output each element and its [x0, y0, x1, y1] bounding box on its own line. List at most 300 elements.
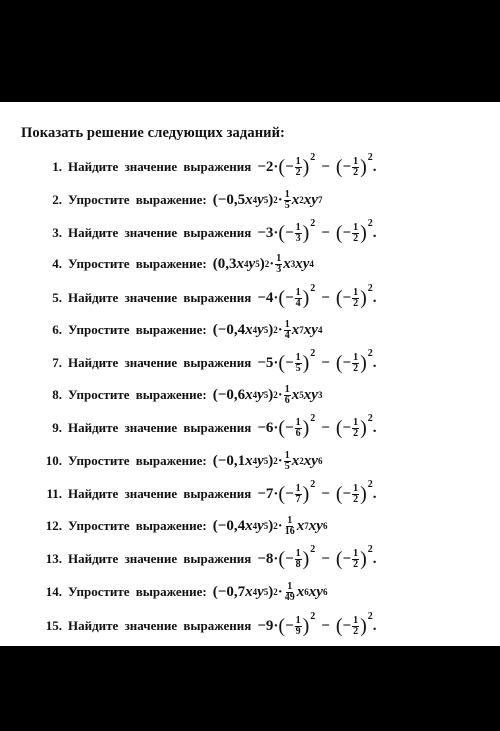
exponent: 5 — [263, 456, 269, 466]
task-expression — [257, 347, 377, 374]
task-number: 13. — [45, 551, 62, 566]
exponent: 6 — [317, 456, 323, 466]
worksheet-heading: Показать решение следующих заданий: — [21, 125, 285, 141]
multiply-dot: · — [273, 419, 279, 436]
coefficient: −8 — [257, 550, 274, 567]
minus-sign: − — [321, 158, 330, 175]
var-x: x — [296, 583, 305, 600]
exponent: 2 — [367, 347, 373, 359]
fraction-numerator: 1 — [284, 383, 290, 395]
var-y: y — [257, 321, 264, 338]
minus-sign: − — [321, 289, 330, 306]
task-instruction: Упростите выражение: — [68, 518, 207, 533]
base-coefficient: −0,4 — [217, 321, 246, 338]
task-instruction: Найдите значение выражения — [68, 159, 252, 174]
fraction-numerator: 1 — [295, 221, 301, 233]
paren: ) — [302, 615, 310, 637]
fraction-denominator: 7 — [295, 493, 301, 505]
var-y: y — [257, 191, 264, 208]
exponent: 2 — [310, 610, 316, 622]
minus-sign: − — [285, 224, 294, 241]
task-instruction: Найдите значение выражения — [68, 355, 252, 370]
task-item — [24, 184, 494, 216]
base-coefficient: −0,7 — [217, 583, 246, 600]
task-expression — [257, 217, 377, 244]
coefficient: −9 — [257, 617, 274, 634]
task-instruction: Упростите выражение: — [68, 256, 207, 271]
task-number: 12. — [45, 518, 62, 533]
fraction — [352, 616, 359, 637]
exponent: 5 — [263, 390, 269, 400]
fraction-numerator: 1 — [353, 614, 359, 626]
exponent: 5 — [263, 521, 269, 531]
minus-sign: − — [285, 354, 294, 371]
paren: ( — [278, 417, 286, 439]
fraction-denominator: 6 — [295, 427, 301, 439]
base-coefficient: 0,3 — [217, 255, 237, 272]
var-x: x — [296, 517, 305, 534]
fraction-denominator: 5 — [284, 199, 290, 211]
fraction-numerator: 1 — [295, 155, 301, 167]
var-x: x — [245, 191, 253, 208]
var-y: y — [302, 255, 310, 272]
paren: ( — [278, 156, 286, 178]
fraction — [295, 288, 302, 309]
task-expression: ( −0,7 x 4 y 5 ) 2 · $\frac{1}{49}$ x 6 x y 6 — [212, 580, 328, 603]
fraction-numerator: 1 — [284, 449, 290, 461]
exponent: 2 — [367, 282, 373, 294]
paren: ( — [278, 483, 286, 505]
minus-sign: − — [342, 419, 352, 436]
task-number: 3. — [52, 225, 62, 240]
task-number: 9. — [52, 420, 62, 435]
paren: ( — [278, 352, 286, 374]
paren: ( — [335, 156, 343, 178]
task-item — [24, 445, 494, 477]
exponent: 5 — [263, 587, 269, 597]
fraction — [275, 254, 282, 275]
period: . — [372, 550, 377, 567]
fraction-denominator: 9 — [295, 625, 301, 637]
var-y: y — [311, 452, 318, 469]
multiply-dot: · — [273, 224, 279, 241]
fraction — [352, 157, 359, 178]
task-instruction: Найдите значение выражения — [68, 551, 252, 566]
coefficient: −6 — [257, 419, 274, 436]
var-x: x — [245, 517, 253, 534]
task-item — [24, 379, 494, 411]
exponent: 4 — [252, 587, 258, 597]
fraction-denominator: 2 — [353, 362, 359, 374]
fraction — [295, 616, 302, 637]
minus-sign: − — [285, 419, 294, 436]
task-number: 4. — [52, 256, 62, 271]
exponent: 2 — [367, 217, 373, 229]
var-y: y — [311, 321, 318, 338]
exponent: 7 — [304, 521, 309, 531]
minus-sign: − — [321, 224, 330, 241]
task-expression — [257, 478, 377, 505]
fraction — [284, 190, 291, 211]
exponent: 5 — [299, 390, 304, 400]
exponent: 5 — [255, 259, 260, 269]
fraction-numerator: 1 — [287, 514, 293, 526]
task-item — [24, 478, 494, 510]
var-x: x — [245, 386, 253, 403]
task-expression — [257, 543, 377, 570]
fraction — [284, 385, 291, 406]
fraction-numerator: 1 — [353, 286, 359, 298]
fraction-numerator: 1 — [295, 614, 301, 626]
fraction — [295, 484, 302, 505]
exponent: 2 — [310, 543, 316, 555]
multiply-dot: · — [277, 452, 283, 469]
multiply-dot: · — [273, 617, 279, 634]
var-x: x — [308, 517, 317, 534]
exponent: 2 — [273, 325, 278, 335]
exponent: 2 — [310, 282, 316, 294]
exponent: 2 — [367, 478, 373, 490]
paren: ) — [360, 483, 367, 505]
coefficient: −7 — [257, 485, 274, 502]
var-x: x — [245, 452, 253, 469]
multiply-dot: · — [273, 289, 279, 306]
var-x: x — [295, 255, 303, 272]
fraction-denominator: 2 — [353, 558, 359, 570]
fraction — [284, 516, 296, 537]
var-y: y — [311, 191, 318, 208]
exponent: 2 — [273, 390, 278, 400]
var-y: y — [311, 386, 318, 403]
var-x: x — [291, 386, 300, 403]
var-x: x — [291, 452, 300, 469]
task-number: 5. — [52, 290, 62, 305]
multiply-dot: · — [277, 321, 283, 338]
fraction-numerator: 1 — [284, 318, 290, 330]
base-coefficient: −0,5 — [217, 191, 246, 208]
fraction — [352, 223, 359, 244]
paren: ) — [360, 548, 367, 570]
coefficient: −5 — [257, 354, 274, 371]
paren: ( — [335, 417, 343, 439]
multiply-dot: · — [277, 191, 283, 208]
var-x: x — [303, 386, 312, 403]
var-x: x — [283, 255, 291, 272]
exponent: 2 — [273, 456, 278, 466]
exponent: 2 — [299, 195, 304, 205]
multiply-dot: · — [269, 255, 275, 272]
exponent: 3 — [290, 259, 296, 269]
fraction-denominator: 3 — [276, 263, 282, 275]
task-number: 15. — [45, 618, 62, 633]
exponent: 2 — [310, 478, 316, 490]
task-number: 8. — [52, 387, 62, 402]
fraction — [295, 157, 302, 178]
paren: ( — [335, 287, 343, 309]
exponent: 4 — [252, 195, 258, 205]
multiply-dot: · — [273, 354, 279, 371]
task-expression: ( −0,5 x 4 y 5 ) 2 · $\frac{1}{5}$ x 2 x y 7 — [212, 188, 323, 211]
var-x: x — [291, 321, 300, 338]
var-y: y — [248, 255, 256, 272]
minus-sign: − — [342, 617, 352, 634]
paren: ( — [335, 548, 343, 570]
fraction — [284, 320, 291, 341]
paren: ) — [360, 287, 367, 309]
paren: ( — [278, 222, 286, 244]
task-item — [24, 314, 494, 346]
fraction-denominator: 49 — [284, 591, 295, 603]
var-x: x — [303, 452, 312, 469]
task-instruction: Упростите выражение: — [68, 453, 207, 468]
exponent: 2 — [273, 587, 278, 597]
multiply-dot: · — [273, 550, 279, 567]
multiply-dot: · — [277, 517, 283, 534]
fraction-denominator: 2 — [353, 232, 359, 244]
fraction-numerator: 1 — [284, 188, 290, 200]
minus-sign: − — [285, 289, 294, 306]
task-instruction: Найдите значение выражения — [68, 225, 252, 240]
fraction — [284, 582, 296, 603]
paren: ) — [360, 417, 367, 439]
minus-sign: − — [321, 354, 330, 371]
fraction-numerator: 1 — [353, 482, 359, 494]
task-number: 1. — [52, 159, 62, 174]
task-expression — [257, 282, 377, 309]
fraction-numerator: 1 — [295, 351, 301, 363]
var-x: x — [245, 583, 253, 600]
multiply-dot: · — [277, 583, 283, 600]
exponent: 4 — [252, 325, 258, 335]
task-instruction: Найдите значение выражения — [68, 618, 252, 633]
exponent: 6 — [322, 587, 328, 597]
task-instruction: Найдите значение выражения — [68, 486, 252, 501]
fraction-numerator: 1 — [295, 286, 301, 298]
var-x: x — [303, 321, 312, 338]
minus-sign: − — [321, 485, 330, 502]
task-expression — [257, 610, 377, 637]
task-item — [24, 248, 494, 280]
task-item — [24, 217, 494, 249]
fraction-numerator: 1 — [295, 547, 301, 559]
fraction-denominator: 4 — [295, 297, 301, 309]
fraction-denominator: 16 — [284, 525, 295, 537]
task-instruction: Упростите выражение: — [68, 584, 207, 599]
coefficient: −4 — [257, 289, 274, 306]
task-item — [24, 576, 494, 608]
var-y: y — [257, 517, 264, 534]
period: . — [372, 617, 377, 634]
exponent: 2 — [264, 259, 270, 269]
paren: ( — [278, 287, 286, 309]
fraction-denominator: 5 — [284, 460, 290, 472]
fraction-denominator: 2 — [353, 493, 359, 505]
task-expression: ( −0,1 x 4 y 5 ) 2 · $\frac{1}{5}$ x 2 x y 6 — [212, 449, 323, 472]
multiply-dot: · — [273, 158, 279, 175]
multiply-dot: · — [273, 485, 279, 502]
paren: ) — [302, 548, 310, 570]
minus-sign: − — [285, 617, 294, 634]
exponent: 2 — [310, 151, 316, 163]
exponent: 2 — [367, 151, 373, 163]
var-y: y — [316, 517, 323, 534]
paren: ) — [360, 156, 367, 178]
exponent: 4 — [252, 390, 258, 400]
fraction-denominator: 3 — [295, 232, 301, 244]
fraction — [352, 549, 359, 570]
minus-sign: − — [342, 354, 352, 371]
worksheet — [0, 102, 500, 646]
task-instruction: Упростите выражение: — [68, 387, 207, 402]
task-number: 6. — [52, 322, 62, 337]
var-x: x — [291, 191, 300, 208]
task-expression: ( −0,6 x 4 y 5 ) 2 · $\frac{1}{6}$ x 5 x y 3 — [212, 383, 323, 406]
fraction-denominator: 2 — [353, 297, 359, 309]
exponent: 7 — [299, 325, 304, 335]
fraction-denominator: 6 — [284, 394, 290, 406]
fraction-numerator: 1 — [353, 221, 359, 233]
exponent: 2 — [367, 412, 373, 424]
minus-sign: − — [342, 289, 352, 306]
exponent: 2 — [273, 521, 278, 531]
fraction — [295, 223, 302, 244]
task-number: 2. — [52, 192, 62, 207]
task-number: 10. — [45, 453, 62, 468]
paren: ( — [335, 352, 343, 374]
task-item — [24, 347, 494, 379]
task-number: 11. — [46, 486, 62, 501]
minus-sign: − — [342, 158, 352, 175]
minus-sign: − — [342, 550, 352, 567]
period: . — [372, 289, 377, 306]
paren: ) — [302, 287, 310, 309]
fraction-numerator: 1 — [353, 416, 359, 428]
paren: ) — [302, 156, 310, 178]
exponent: 2 — [367, 610, 373, 622]
exponent: 2 — [310, 412, 316, 424]
paren: ( — [278, 548, 286, 570]
fraction-numerator: 1 — [353, 351, 359, 363]
multiply-dot: · — [277, 386, 283, 403]
fraction — [352, 353, 359, 374]
exponent: 5 — [263, 325, 269, 335]
exponent: 2 — [310, 347, 316, 359]
fraction-denominator: 2 — [353, 166, 359, 178]
task-expression: ( 0,3 x 4 y 5 ) 2 · $\frac{1}{3}$ x 3 x y 4 — [212, 252, 314, 275]
paren: ) — [302, 222, 310, 244]
fraction — [295, 549, 302, 570]
exponent: 2 — [273, 195, 278, 205]
task-number: 7. — [52, 355, 62, 370]
fraction — [352, 418, 359, 439]
base-coefficient: −0,1 — [217, 452, 246, 469]
paren: ( — [335, 615, 343, 637]
task-instruction: Найдите значение выражения — [68, 420, 252, 435]
minus-sign: − — [285, 485, 294, 502]
minus-sign: − — [342, 224, 352, 241]
fraction-numerator: 1 — [295, 416, 301, 428]
var-x: x — [303, 191, 312, 208]
task-item — [24, 610, 494, 642]
var-x: x — [236, 255, 245, 272]
paren: ( — [335, 483, 343, 505]
exponent: 4 — [309, 259, 314, 269]
fraction-numerator: 1 — [295, 482, 301, 494]
paren: ) — [360, 615, 367, 637]
exponent: 2 — [310, 217, 316, 229]
base-coefficient: −0,6 — [217, 386, 246, 403]
fraction — [284, 451, 291, 472]
task-item — [24, 412, 494, 444]
minus-sign: − — [321, 419, 330, 436]
task-item — [24, 282, 494, 314]
task-item — [24, 543, 494, 575]
exponent: 4 — [252, 521, 258, 531]
paren: ) — [302, 352, 310, 374]
fraction-numerator: 1 — [287, 580, 293, 592]
paren: ) — [302, 417, 310, 439]
var-y: y — [257, 583, 264, 600]
exponent: 4 — [317, 325, 323, 335]
fraction-denominator: 2 — [353, 427, 359, 439]
task-instruction: Упростите выражение: — [68, 192, 207, 207]
exponent: 6 — [322, 521, 328, 531]
base-coefficient: −0,4 — [217, 517, 246, 534]
var-x: x — [308, 583, 317, 600]
exponent: 4 — [244, 259, 249, 269]
exponent: 5 — [263, 195, 269, 205]
var-y: y — [257, 386, 264, 403]
task-expression: ( −0,4 x 4 y 5 ) 2 · $\frac{1}{16}$ x 7 x y 6 — [212, 514, 328, 537]
task-number: 14. — [45, 584, 62, 599]
period: . — [372, 158, 377, 175]
minus-sign: − — [321, 550, 330, 567]
period: . — [372, 485, 377, 502]
fraction-denominator: 4 — [284, 329, 290, 341]
task-expression: ( −0,4 x 4 y 5 ) 2 · $\frac{1}{4}$ x 7 x y 4 — [212, 318, 323, 341]
var-y: y — [257, 452, 264, 469]
fraction — [295, 418, 302, 439]
task-item — [24, 510, 494, 542]
fraction-numerator: 1 — [353, 547, 359, 559]
var-x: x — [245, 321, 253, 338]
coefficient: −2 — [257, 158, 274, 175]
fraction-denominator: 8 — [295, 558, 301, 570]
minus-sign: − — [285, 158, 294, 175]
fraction-numerator: 1 — [353, 155, 359, 167]
coefficient: −3 — [257, 224, 274, 241]
exponent: 6 — [304, 587, 309, 597]
task-instruction: Упростите выражение: — [68, 322, 207, 337]
task-expression — [257, 412, 377, 439]
paren: ) — [360, 222, 367, 244]
period: . — [372, 224, 377, 241]
paren: ) — [360, 352, 367, 374]
fraction — [352, 484, 359, 505]
var-y: y — [316, 583, 323, 600]
exponent: 2 — [367, 543, 373, 555]
exponent: 7 — [317, 195, 323, 205]
paren: ) — [302, 483, 310, 505]
task-instruction: Найдите значение выражения — [68, 290, 252, 305]
paren: ( — [335, 222, 343, 244]
task-item — [24, 151, 494, 183]
minus-sign: − — [285, 550, 294, 567]
fraction — [352, 288, 359, 309]
fraction-denominator: 2 — [353, 625, 359, 637]
period: . — [372, 354, 377, 371]
fraction — [295, 353, 302, 374]
